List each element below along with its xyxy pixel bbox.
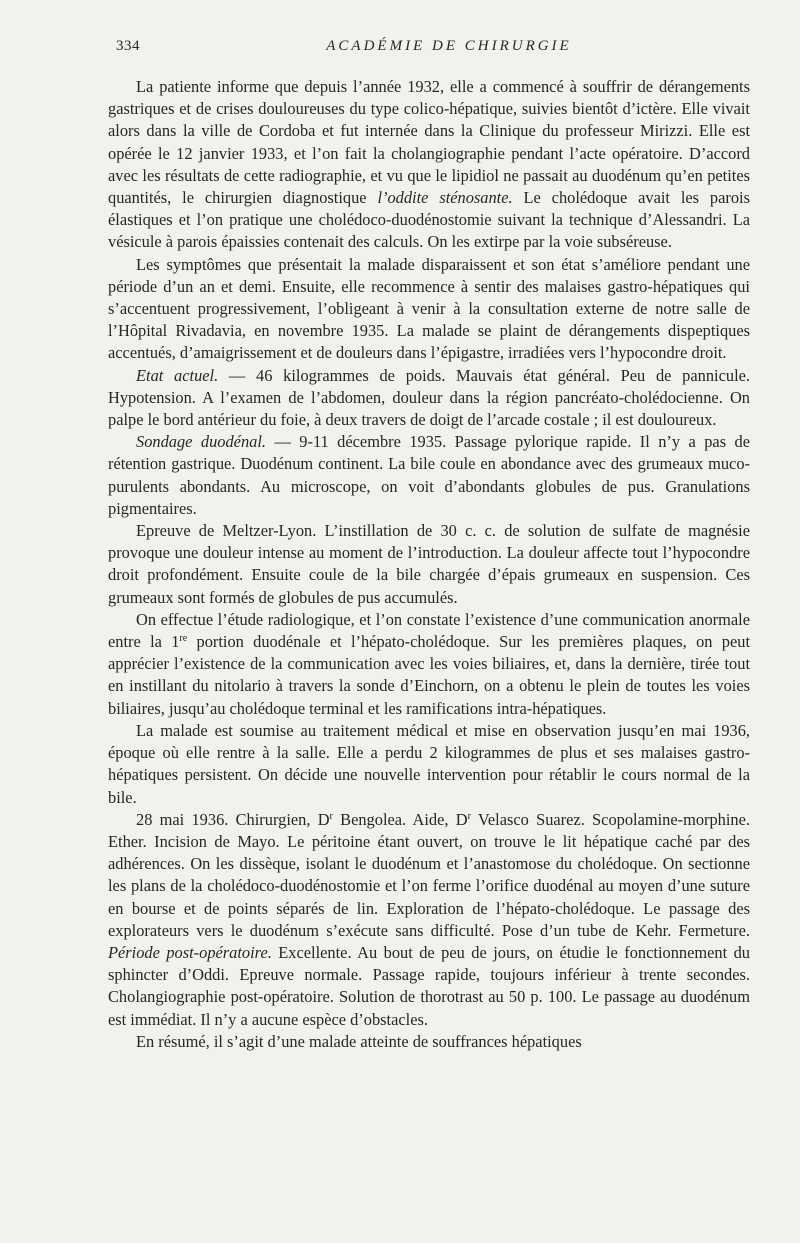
paragraph-history: La patiente informe que depuis l’année 1932, elle a commencé à souffrir de dérangements gastriques et de crises douloureuses du type colico-hépatique, suivies bientôt d’ictère. Elle vivait alors dans la ville de Cordoba et fut internée dans la Clinique du professeur Mirizzi. Elle est opérée le 12 janvier 1933, et l’on fait la cholangiographie pendant l’acte opératoire. D’accord avec les résultats de cette radiographie, et vu que le lipidiol ne passait au duodénum qu’en petites quantités, le chirurgien diagnostique l’oddite sténosante. Le cholédoque avait les parois élastiques et l’on pratique une cholédoco-duodénostomie suivant la technique d’Alessandri. La vésicule à parois épaissies contenait des calculs. On les extirpe par la voie subséreuse. <box>108 77 750 252</box>
paragraph-radiology: On effectue l’étude radiologique, et l’on constate l’existence d’une communication anormale entre la 1re portion duodénale et l’hépato-cholédoque. Sur les premières plaques, on peut apprécier l’existence de la communication avec les voies biliaires, et, dans la dernière, tirée tout en instillant du nitolario à travers la sonde d’Einchorn, on a obtenu le plein de toutes les voies biliaires, jusqu’au cholédoque terminal et les ramifications intra-hépatiques. <box>108 609 750 718</box>
journal-title: ACADÉMIE DE CHIRURGIE <box>326 38 572 54</box>
paragraph-treatment: La malade est soumise au traitement médical et mise en observation jusqu’en mai 1936, époque où elle rentre à la salle. Elle a perdu 2 kilogrammes de plus et ses malaises gastro-hépatiques persistent. On décide une nouvelle intervention pour rétablir le cours normal de la bile. <box>108 720 750 807</box>
body-text <box>108 76 750 1053</box>
paragraph-summary: En résumé, il s’agit d’une malade atteinte de souffrances hépatiques <box>136 1031 582 1051</box>
paragraph-sondage-duodenal: Sondage duodénal. — 9-11 décembre 1935. Passage pylorique rapide. Il n’y a pas de rétention gastrique. Duodénum continent. La bile coule en abondance avec des grumeaux muco-purulents abondants. Au microscope, on voit d’abondants globules de pus. Granulations pigmentaires. <box>108 432 750 518</box>
paragraph-meltzer-lyon: Epreuve de Meltzer-Lyon. L’instillation de 30 c. c. de solution de sulfate de magnésie provoque une douleur intense au moment de l’introduction. La douleur affecte tout l’hypocondre droit profondément. Ensuite coule de la bile chargée d’épais grumeaux en suspension. Ces grumeaux sont formés de globules de pus accumulés. <box>108 521 750 607</box>
paragraph-etat-actuel: Etat actuel. — 46 kilogrammes de poids. Mauvais état général. Peu de pannicule. Hypotension. A l’examen de l’abdomen, douleur dans la région pancréato-cholédocienne. On palpe le bord antérieur du foie, à deux travers de doigt de l’arcade costale ; il est douloureux. <box>108 365 750 430</box>
page-number: 334 <box>116 38 140 54</box>
running-header <box>108 38 750 62</box>
paragraph-operation: 28 mai 1936. Chirurgien, $D^r$ Bengolea. Aide, $D^r$ Velasco Suarez. Scopolamine-morphine. Ether. Incision de Mayo. Le péritoine étant ouvert, on trouve le lit hépatique caché par des adhérences. On les dissèque, isolant le duodénum et l’anastomose du cholédoque. On sectionne les plans de la cholédoco-duodénostomie et l’on ferme l’orifice duodénal au moyen d’une suture en bourse et de points séparés de lin. Exploration de l’hépato-cholédoque. Le passage des explorateurs vers le duodénum s’exécute sans difficulté. Pose d’un tube de Kehr. Fermeture. Période post-opératoire. Excellente. Au bout de peu de jours, on étudie le fonctionnement du sphincter d’Oddi. Epreuve normale. Passage rapide, toujours inférieur à trente secondes. Cholangiographie post-opératoire. Solution de thorotrast au 50 p. 100. Le passage au duodénum est immédiat. Il n’y a aucune espèce d’obstacles. <box>108 809 751 1029</box>
paragraph-symptoms: Les symptômes que présentait la malade disparaissent et son état s’améliore pendant une période d’un an et demi. Ensuite, elle recommence à sentir des malaises gastro-hépatiques qui s’accentuent progressivement, l’obligeant à venir à la consultation externe de notre salle de l’Hôpital Rivadavia, en novembre 1935. La malade se plaint de dérangements dispeptiques accentués, d’amaigrissement et de douleurs dans l’épigastre, irradiées vers l’hypocondre droit. <box>108 254 750 363</box>
